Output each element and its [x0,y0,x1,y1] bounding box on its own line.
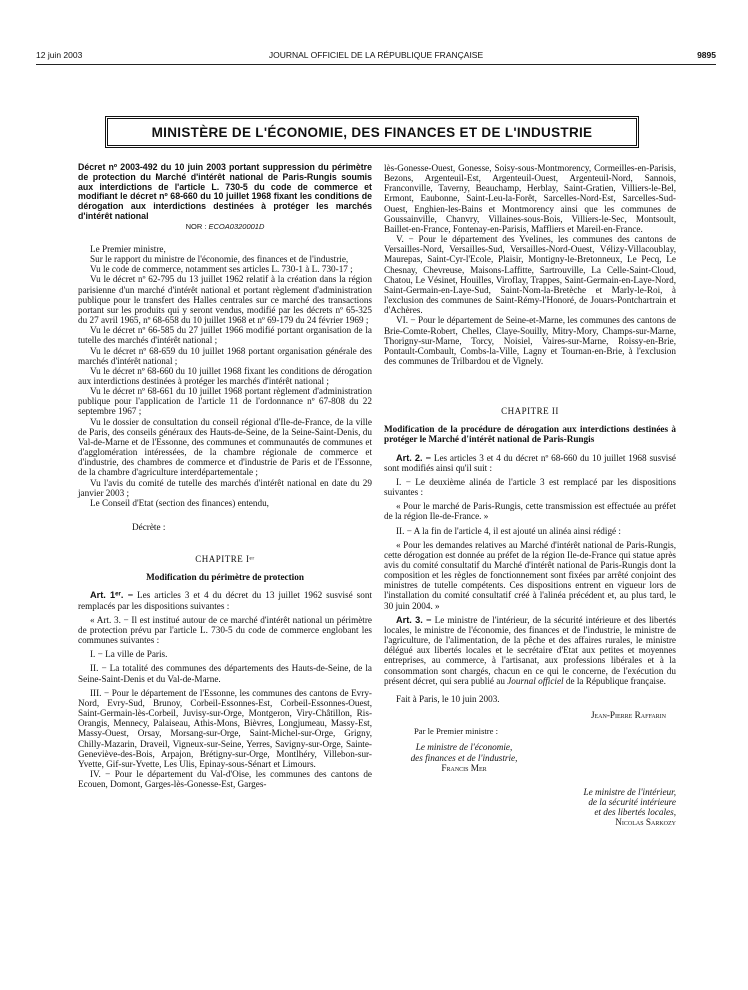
nor-prefix: NOR : [185,221,209,231]
paragraph: Vu le décret nº 68-660 du 10 juillet 1968 fixant les conditions de dérogation aux interdictions destinées à protéger les marchés d'intérêt national ; [78,365,372,386]
journal-title: JOURNAL OFFICIEL DE LA RÉPUBLIQUE FRANÇAISE [268,50,484,60]
paragraph: « Pour les demandes relatives au Marché d'intérêt national de Paris-Rungis, cette dérogation est donnée au préfet de la région Ile-de-France qui statue après avis du comité consultatif du Marché d'intérêt national de Paris-Rungis dont la composition et les règles de fonctionnement sont fixées par arrêté conjoint des ministres de tutelle compétents. Ces dispositions entrent en vigueur lors de l'installation du comité consultatif créé à l'alinéa précédent et, au plus tard, le 30 juin 2004. » [384,539,676,611]
article-2-label: Art. 2. − [396,452,432,463]
paragraph: « Art. 3. − Il est institué autour de ce marché d'intérêt national un périmètre de protection prévu par l'article L. 730-5 du code de commerce englobant les communes suivantes : [78,614,372,646]
paragraph: I. − Le deuxième alinéa de l'article 3 est remplacé par les dispositions suivantes : [384,476,676,498]
minister-signature-1 [384,742,544,772]
page-date: 12 juin 2003 [36,50,83,60]
paragraph: lès-Gonesse-Ouest, Gonesse, Soisy-sous-Montmorency, Cormeilles-en-Parisis, Bezons, Argenteuil-Est, Argenteuil-Ouest, Argenteuil-Nord, Sannois, Franconville, Taverny, Beauchamp, Herblay, Saint-Gratien, Villiers-le-Bel, Ermont, Eaubonne, Saint-Leu-la-Forêt, Sarcelles-Nord-Est, Sarcelles-Sud-Ouest, Enghien-les-Bains et Montmorency ainsi que les communes de Goussainville, Chanvry, Villaines-sous-Bois, Villiers-le-Sec, Montsoult, Baillet-en-France, Fontenay-en-Parisis, Maffliers et Mareil-en-France. [384,163,676,234]
header-rule [36,64,716,65]
list-item: VI. − Pour le département de Seine-et-Marne, les communes des cantons de Brie-Comte-Robert, Chelles, Claye-Souilly, Mitry-Mory, Champs-sur-Marne, Thorigny-sur-Marne, Torcy, Noisiel, Vaires-sur-Marne, Roissy-en-Brie, Pontault-Combault, Combs-la-Ville, Lagny et Tournan-en-Brie, à l'exclusion des communes de Trilbardou et de Vignely. [384,315,676,366]
chapter-1-title: Modification du périmètre de protection [146,572,304,583]
ministry-heading [105,116,639,148]
article-3 [384,615,676,686]
paragraph: Vu le décret nº 62-795 du 13 juillet 1962 relatif à la création dans la région parisienne d'un marché d'intérêt national et portant règlement d'administration publique pour le transfert des Halles centrales sur ce marché des transactions portant sur les produits qui y seront vendus, modifié par les décrets nº 65-325 du 27 avril 1965, nº 68-658 du 10 juillet 1968 et nº 69-179 du 24 février 1969 ; [78,274,372,326]
decrete-line: Décrète : [132,522,166,532]
list-item: I. − La ville de Paris. [90,649,168,660]
paragraph: II. − A la fin de l'article 4, il est ajouté un alinéa ainsi rédigé : [396,525,621,536]
signer-name: Jean-Pierre Raffarin [590,710,666,721]
minister-title-line: Le ministre de l'économie, [415,742,513,753]
chapter-1-heading: CHAPITRE Iᵉʳ [195,554,255,565]
paragraph: Vu le décret nº 68-659 du 10 juillet 1968 portant organisation générale des marchés d'intérêt national ; [78,345,372,366]
minister-title-line: et des libertés locales, [594,807,676,818]
article-3-label: Art. 3. − [396,614,432,625]
signature-date: Fait à Paris, le 10 juin 2003. [396,693,500,704]
paragraph: Vu le décret nº 68-661 du 10 juillet 1968 portant règlement d'administration publique pour l'application de l'article 11 de l'ordonnance nº 67-808 du 22 septembre 1967 ; [78,386,372,417]
minister-title-line: des finances et de l'industrie, [410,752,518,763]
by-prime-minister: Par le Premier ministre : [414,726,499,737]
journal-officiel-ref: Journal officiel [507,675,564,686]
paragraph: Vu le décret nº 66-585 du 27 juillet 1966 modifié portant organisation de la tutelle des marchés d'intérêt national ; [78,325,372,346]
paragraph: Vu l'avis du comité de tutelle des marchés d'intérêt national en date du 29 janvier 2003 ; [78,477,372,498]
article-1-text: Les articles 3 et 4 du décret du 13 juillet 1962 susvisé sont remplacés par les dispositions suivantes : [78,590,372,611]
article-1-label: Art. 1ᵉʳ. − [90,590,134,601]
article-2-text: Les articles 3 et 4 du décret nº 68-660 du 10 juillet 1968 susvisé sont modifiés ainsi qu'il suit : [384,452,676,473]
article-3-text: Le ministre de l'intérieur, de la sécurité intérieure et des libertés locales, le ministre de l'économie, des finances et de l'industrie, le ministre de l'agriculture, de l'alimentation, de la pêche et des affaires rurales, le ministre délégué aux libertés locales et le secrétaire d'Etat aux petites et moyennes entreprises, au commerce, à l'artisanat, aux professions libérales et à la consommation sont chargés, chacun en ce qui le concerne, de l'exécution du présent décret, qui sera publié au [384,614,676,686]
ministry-title: MINISTÈRE DE L'ÉCONOMIE, DES FINANCES ET DE L'INDUSTRIE [151,124,593,140]
right-column [384,163,676,827]
decree-title: Décret nº 2003-492 du 10 juin 2003 portant suppression du périmètre de protection du Marché d'intérêt national de Paris-Rungis soumis aux interdictions de l'article L. 730-5 du code de commerce et modifiant le décret nº 68-660 du 10 juillet 1968 fixant les conditions de dérogation aux interdictions destinées à protéger les marchés d'intérêt national [78,162,372,221]
minister-name: Nicolas Sarkozy [615,817,676,828]
paragraph: « Pour le marché de Paris-Rungis, cette transmission est effectuée au préfet de la région Ile-de-France. » [384,501,676,522]
chapter-2-title: Modification de la procédure de dérogation aux interdictions destinées à protéger le Marché d'intérêt national de Paris-Rungis [384,424,676,445]
paragraph: Sur le rapport du ministre de l'économie, des finances et de l'industrie, [90,254,349,265]
list-item: II. − La totalité des communes des départements des Hauts-de-Seine, de la Seine-Saint-Denis et du Val-de-Marne. [78,663,372,684]
left-column [78,163,372,789]
page-number: 9895 [697,50,716,60]
paragraph: Vu le dossier de consultation du conseil régional d'Ile-de-France, de la ville de Paris, des conseils généraux des Hauts-de-Seine, de la Seine-Saint-Denis, du Val-de-Marne et de l'Essonne, des communes et communautés de communes et d'agglomération intéressées, de la chambre régionale de commerce et d'industrie, des chambres de commerce et d'industrie de Paris et de l'Essonne, de la chambre d'agriculture interdépartementale ; [78,416,372,478]
list-item: V. − Pour le département des Yvelines, les communes des cantons de Versailles-Nord, Versailles-Sud, Versailles-Nord-Ouest, Vélizy-Villacoublay, Maurepas, Saint-Cyr-l'Ecole, Plaisir, Montigny-le-Bretonneux, Le Pecq, Le Chesnay, Chevreuse, Maisons-Laffitte, Sartrouville, La Celle-Saint-Cloud, Chatou, Le Vésinet, Houilles, Viroflay, Trappes, Saint-Germain-en-Laye-Nord, Saint-Germain-en-Laye-Sud, Saint-Nom-la-Bretèche et Marly-le-Roi, à l'exclusion des communes de Saint-Rémy-l'Honoré, de Jouars-Pontchartrain et d'Achères. [384,234,676,316]
minister-title-line: Le ministre de l'intérieur, [583,786,676,797]
article-1 [78,590,372,610]
minister-title-line: de la sécurité intérieure [588,796,676,807]
paragraph: Le Conseil d'Etat (section des finances) entendu, [90,497,269,508]
list-item: III. − Pour le département de l'Essonne, les communes des cantons de Evry-Nord, Evry-Sud, Brunoy, Corbeil-Essonnes-Est, Corbeil-Essonnes-Ouest, Saint-Germain-lès-Corbeil, Juvisy-sur-Orge, Montgeron, Viry-Châtillon, Ris-Orangis, Mennecy, Palaiseau, Athis-Mons, Bièvres, Longjumeau, Massy-Est, Massy-Ouest, Orsay, Morsang-sur-Orge, Saint-Michel-sur-Orge, Grigny, Chilly-Mazarin, Draveil, Vigneux-sur-Seine, Yerres, Savigny-sur-Orge, Sainte-Geneviève-des-Bois, Arpajon, Brétigny-sur-Orge, Montlhéry, Villebon-sur-Yvette, Gif-sur-Yvette, Les Ulis, Epinay-sous-Sénart et Limours. [78,687,372,769]
page-header [36,50,716,64]
minister-name: Francis Mer [441,762,487,773]
article-2 [384,453,676,473]
chapter-2-heading: CHAPITRE II [501,406,559,417]
article-3-text-end: de la République française. [563,675,666,686]
list-item: IV. − Pour le département du Val-d'Oise, les communes des cantons de Ecouen, Domont, Garges-lès-Gonesse-Est, Garges- [78,768,372,790]
paragraph: Vu le code de commerce, notamment ses articles L. 730-1 à L. 730-17 ; [90,264,353,275]
nor-code: ECOA0320001D [208,221,265,231]
paragraph: Le Premier ministre, [90,243,166,254]
nor-reference [78,222,372,232]
minister-signature-2 [516,787,676,828]
